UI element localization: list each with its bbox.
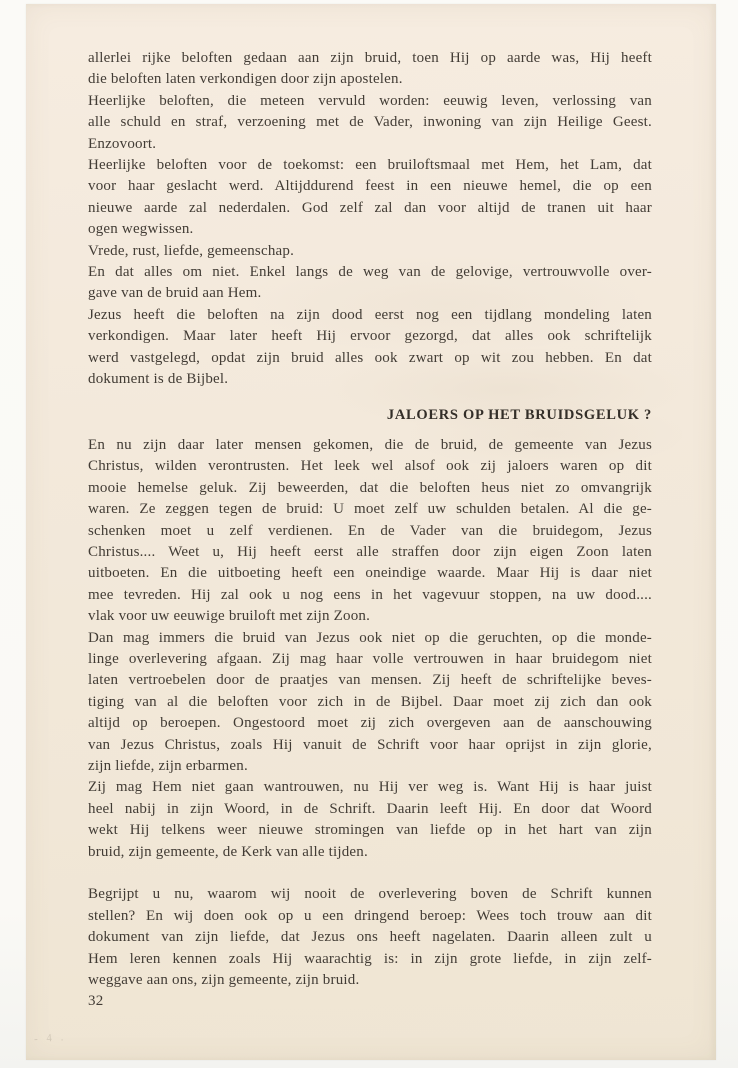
text-line: alle schuld en straf, verzoening met de Vader, inwoning van zijn Heilige Geest. [88, 114, 652, 131]
text-line: laten vertroebelen door de praatjes van mensen. Zij heeft de schriftelijke beves- [88, 672, 652, 689]
text-line: ogen wegwissen. [88, 221, 194, 238]
paragraph [88, 155, 652, 241]
paragraph [88, 884, 652, 991]
paragraph-gap [88, 863, 652, 884]
pencil-mark: - 4 . [33, 1031, 67, 1046]
text-line: gave van de bruid aan Hem. [88, 285, 262, 302]
book-page [26, 4, 716, 1060]
paragraph [88, 305, 652, 391]
text-line: Zij mag Hem niet gaan wantrouwen, nu Hij ver weg is. Want Hij is haar juist [88, 779, 652, 796]
text-line: Enzovoort. [88, 135, 157, 152]
text-line: zijn liefde, zijn erbarmen. [88, 758, 248, 774]
text-line: uitboeten. En die uitboeting heeft een oneindige waarde. Maar Hij is daar niet [88, 565, 652, 582]
paragraph [88, 777, 652, 863]
text-column [88, 48, 652, 1013]
text-line: allerlei rijke beloften gedaan aan zijn bruid, toen Hij op aarde was, Hij heeft [88, 50, 652, 66]
text-line: werd vastgelegd, opdat zijn bruid alles ook zwart op wit zou hebben. En dat [88, 349, 652, 366]
text-line: waren. Ze zeggen tegen de bruid: U moet zelf uw schulden betalen. Al die ge- [88, 501, 652, 518]
text-line: mee tevreden. Hij zal ook u nog eens in het vagevuur stoppen, na uw dood.... [88, 586, 652, 603]
text-line: dokument is de Bijbel. [88, 371, 229, 388]
text-line: Heerlijke beloften voor de toekomst: een bruiloftsmaal met Hem, het Lam, dat [88, 157, 652, 174]
paragraph [88, 91, 652, 155]
text-line: heel nabij in zijn Woord, in de Schrift. Daarin leeft Hij. En door dat Woord [88, 800, 652, 817]
paragraph [88, 628, 652, 778]
text-line: Jezus heeft die beloften na zijn dood eerst nog een tijdlang mondeling laten [88, 306, 652, 323]
text-line: altijd op beroepen. Ongestoord moet zij zich overgeven aan de aanschouwing [88, 715, 652, 732]
text-line: wekt Hij telkens weer nieuwe stromingen van liefde op in het hart van zijn [88, 822, 652, 839]
text-line: die beloften laten verkondigen door zijn apostelen. [88, 71, 403, 88]
text-line: mooie hemelse geluk. Zij beweerden, dat die beloften heus niet zo omvangrijk [88, 479, 652, 496]
text-line: tiging van al die beloften voor zich in de Bijbel. Daar moet zij zich dan ook [88, 693, 652, 710]
text-line: dokument van zijn liefde, dat Jezus ons heeft nagelaten. Daarin alleen zult u [88, 929, 652, 946]
text-line: Dan mag immers die bruid van Jezus ook niet op die geruchten, op die monde- [88, 629, 652, 646]
text-line: nieuwe aarde zal nederdalen. God zelf zal dan voor altijd de tranen uit haar [88, 199, 652, 216]
text-line: Begrijpt u nu, waarom wij nooit de overlevering boven de Schrift kunnen [88, 886, 652, 903]
text-line: weggave aan ons, zijn gemeente, zijn bruid. [88, 972, 360, 989]
text-line: linge overlevering afgaan. Zij mag haar volle vertrouwen in haar bruidegom niet [88, 650, 652, 667]
text-line: Vrede, rust, liefde, gemeenschap. [88, 242, 295, 259]
text-line: stellen? En wij doen ook op u een dringend beroep: Wees toch trouw aan dit [88, 907, 652, 924]
text-line: Christus, wilden verontrusten. Het leek wel alsof ook zij jaloers waren op dit [88, 458, 652, 475]
text-line: Heerlijke beloften, die meteen vervuld worden: eeuwig leven, verlossing van [88, 92, 652, 109]
text-line: Christus.... Weet u, Hij heeft eerst alle straffen door zijn eigen Zoon laten [88, 543, 652, 560]
paragraph [88, 48, 652, 91]
section-heading: JALOERS OP HET BRUIDSGELUK ? [386, 406, 652, 423]
text-line: vlak voor uw eeuwige bruiloft met zijn Zoon. [88, 608, 371, 625]
text-line: En nu zijn daar later mensen gekomen, die de bruid, de gemeente van Jezus [88, 436, 652, 453]
text-line: En dat alles om niet. Enkel langs de weg van de gelovige, vertrouwvolle over- [88, 264, 652, 281]
page-number: 32 [88, 993, 104, 1010]
text-line: bruid, zijn gemeente, de Kerk van alle tijden. [88, 843, 368, 860]
text-line: van Jezus Christus, zoals Hij vanuit de Schrift voor haar oprijst in zijn glorie, [88, 736, 652, 753]
text-line: verkondigen. Maar later heeft Hij ervoor gezorgd, dat alles ook schriftelijk [88, 328, 652, 345]
text-line: Hem leren kennen zoals Hij waarachtig is: in zijn grote liefde, in zijn zelf- [88, 950, 652, 967]
text-line: schenken moet u zelf verdienen. En de Vader van die bruidegom, Jezus [88, 522, 652, 539]
paragraph [88, 262, 652, 305]
paragraph [88, 241, 652, 262]
text-line: voor haar geslacht werd. Altijddurend feest in een nieuwe hemel, die op een [88, 178, 652, 195]
paragraph [88, 435, 652, 628]
